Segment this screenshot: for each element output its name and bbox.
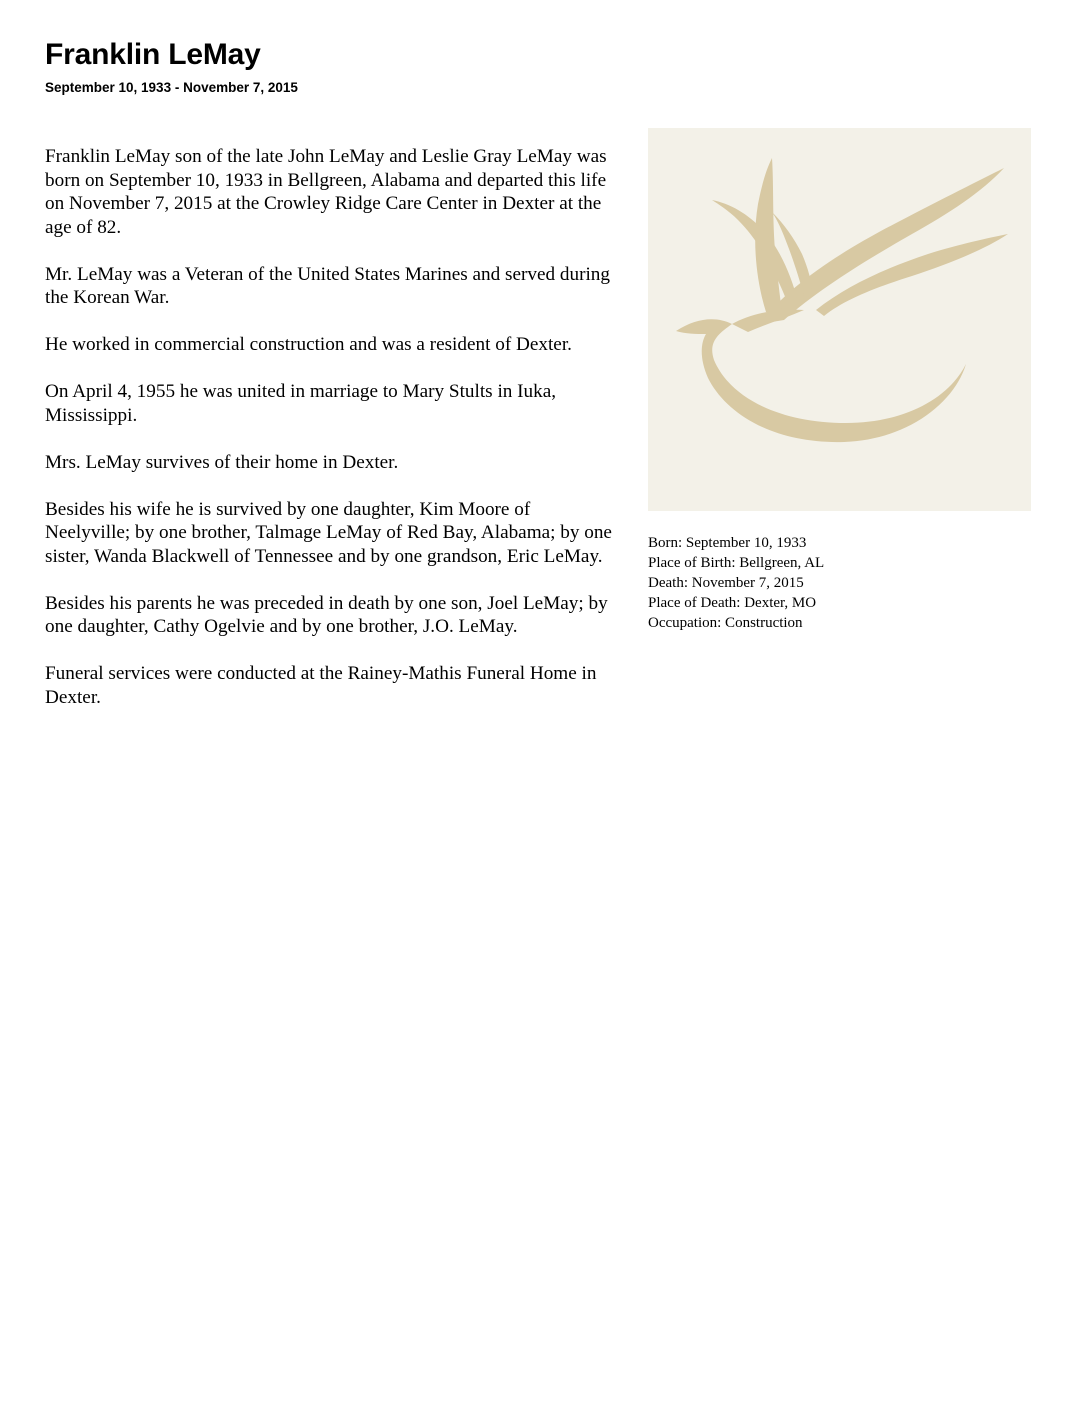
vital-facts <box>648 533 824 633</box>
death-fact: Death: November 7, 2015 <box>648 575 804 591</box>
obituary-paragraph: He worked in commercial construction and was a resident of Dexter. <box>45 334 572 355</box>
place-of-death-fact: Place of Death: Dexter, MO <box>648 595 817 611</box>
page-title: Franklin LeMay <box>45 38 261 71</box>
place-of-birth-fact: Place of Birth: Bellgreen, AL <box>648 555 825 571</box>
obituary-header <box>45 36 298 98</box>
obituary-paragraph: Besides his parents he was preceded in death by one son, Joel LeMay; by one daughter, Cathy Ogelvie and by one brother, J.O. LeMay. <box>45 592 608 637</box>
dove-icon <box>648 128 1031 511</box>
obituary-paragraph: On April 4, 1955 he was united in marriage to Mary Stults in Iuka, Mississippi. <box>45 381 557 426</box>
obituary-text <box>45 145 615 733</box>
obituary-paragraph: Franklin LeMay son of the late John LeMay and Leslie Gray LeMay was born on September 10, 1933 in Bellgreen, Alabama and departed this life on November 7, 2015 at the Crowley Ridge Care Center in Dexter at the age of 82. <box>45 146 607 238</box>
occupation-fact: Occupation: Construction <box>648 615 803 631</box>
obituary-paragraph: Mr. LeMay was a Veteran of the United States Marines and served during the Korean War. <box>45 263 610 308</box>
obituary-paragraph: Besides his wife he is survived by one daughter, Kim Moore of Neelyville; by one brother, Talmage LeMay of Red Bay, Alabama; by one sister, Wanda Blackwell of Tennessee and by one grandson, Eric LeMay. <box>45 498 612 567</box>
obituary-paragraph: Funeral services were conducted at the Rainey-Mathis Funeral Home in Dexter. <box>45 663 597 708</box>
memorial-emblem <box>648 128 1031 511</box>
life-dates: September 10, 1933 - November 7, 2015 <box>45 80 298 95</box>
obituary-paragraph: Mrs. LeMay survives of their home in Dexter. <box>45 451 399 473</box>
born-fact: Born: September 10, 1933 <box>648 535 807 551</box>
